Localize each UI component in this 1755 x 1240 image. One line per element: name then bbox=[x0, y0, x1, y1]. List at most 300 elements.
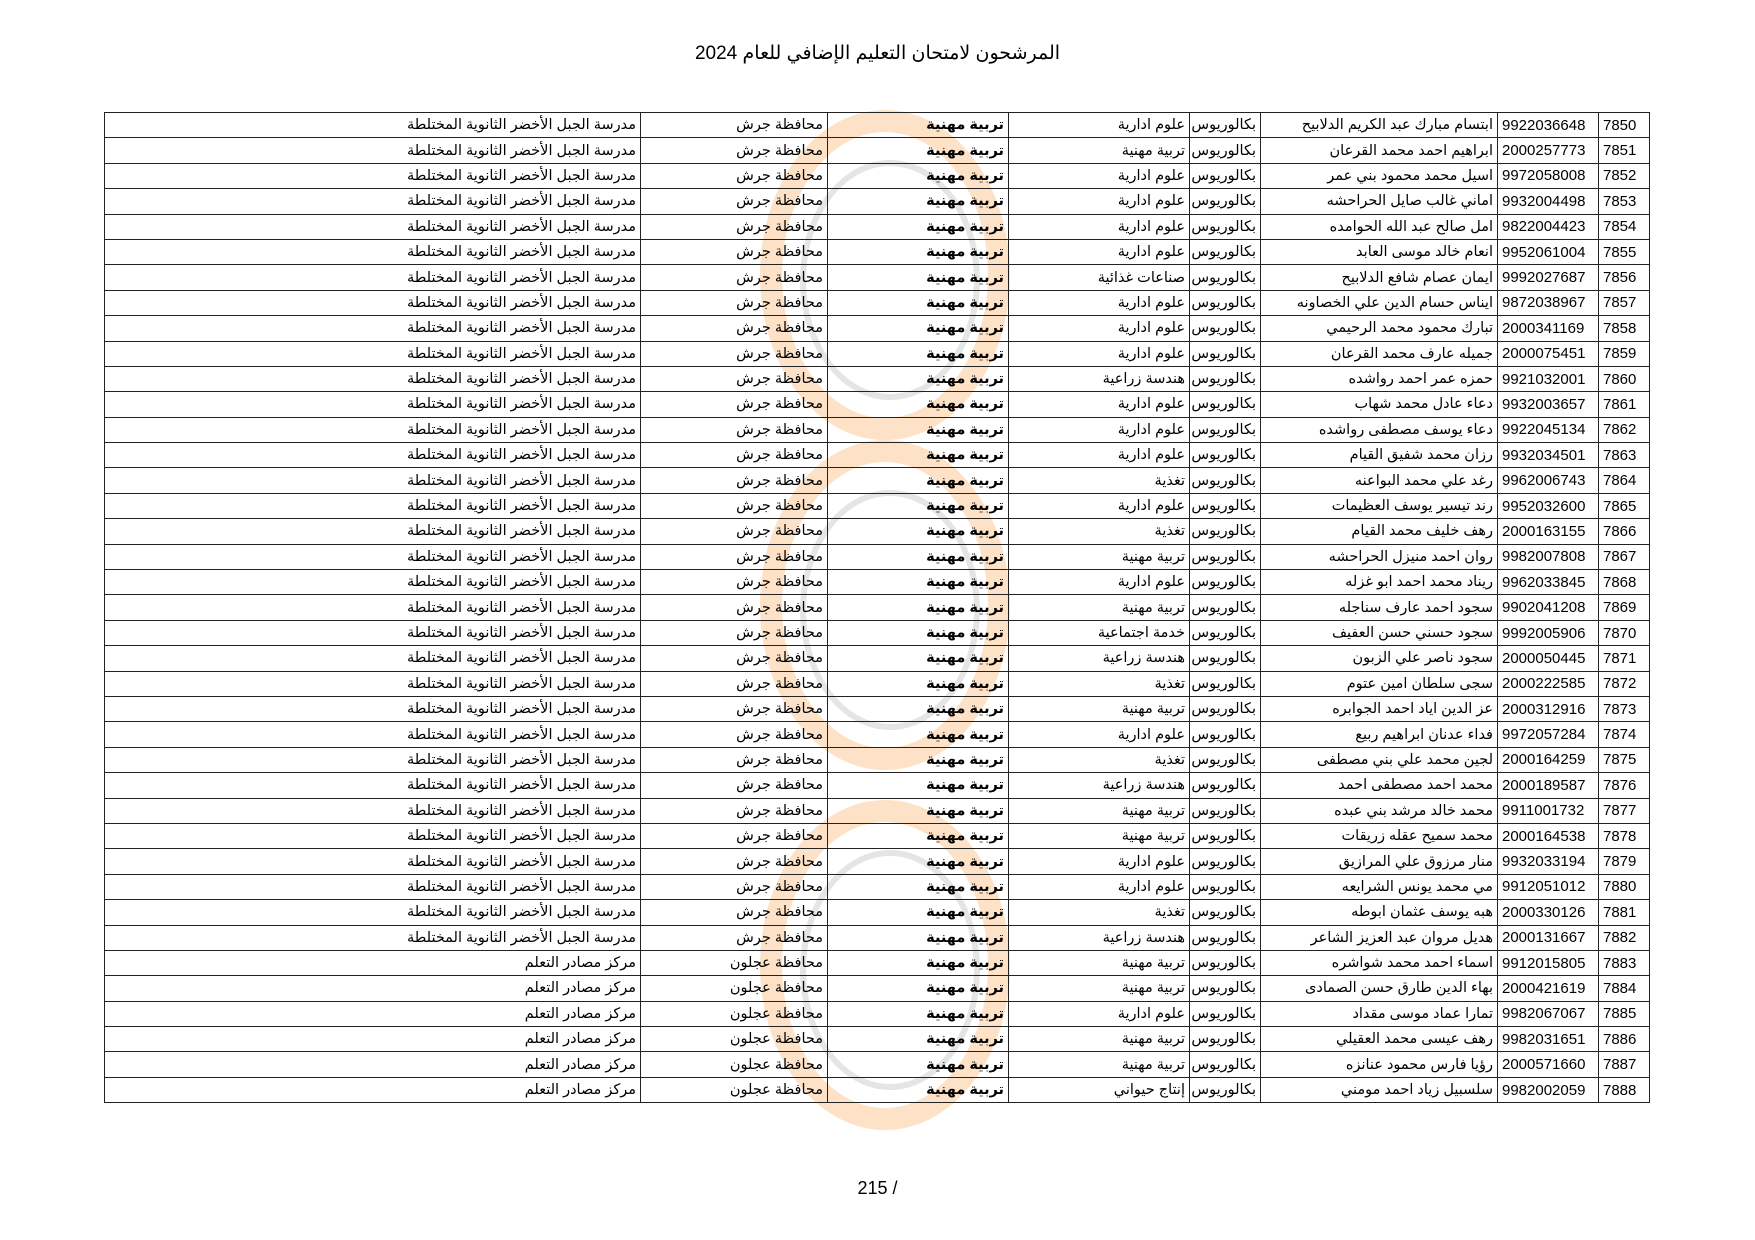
candidate-name-cell: امل صالح عبد الله الحوامده bbox=[1261, 214, 1498, 239]
governorate-cell: محافظة جرش bbox=[641, 316, 828, 341]
table-row bbox=[105, 1027, 1650, 1052]
exam-center-cell: مدرسة الجبل الأخضر الثانوية المختلطة bbox=[105, 138, 641, 163]
candidate-name-cell: بهاء الدين طارق حسن الصمادى bbox=[1261, 976, 1498, 1001]
specialization-cell: تربية مهنية bbox=[1009, 798, 1190, 823]
governorate-cell: محافظة جرش bbox=[641, 113, 828, 138]
degree-cell: بكالوريوس bbox=[1190, 570, 1261, 595]
degree-cell: بكالوريوس bbox=[1190, 366, 1261, 391]
governorate-cell: محافظة عجلون bbox=[641, 976, 828, 1001]
degree-cell: بكالوريوس bbox=[1190, 900, 1261, 925]
sequence-number-cell: 7857 bbox=[1599, 290, 1650, 315]
degree-cell: بكالوريوس bbox=[1190, 239, 1261, 264]
governorate-cell: محافظة جرش bbox=[641, 570, 828, 595]
exam-track-cell: تربية مهنية bbox=[828, 722, 1009, 747]
table-row bbox=[105, 620, 1650, 645]
sequence-number-cell: 7850 bbox=[1599, 113, 1650, 138]
sequence-number-cell: 7873 bbox=[1599, 696, 1650, 721]
candidate-name-cell: رهف خليف محمد القيام bbox=[1261, 519, 1498, 544]
national-id-cell: 2000341169 bbox=[1498, 316, 1599, 341]
exam-track-cell: تربية مهنية bbox=[828, 570, 1009, 595]
exam-track-cell: تربية مهنية bbox=[828, 925, 1009, 950]
exam-track-cell: تربية مهنية bbox=[828, 1001, 1009, 1026]
candidate-name-cell: رغد علي محمد البواعنه bbox=[1261, 468, 1498, 493]
governorate-cell: محافظة جرش bbox=[641, 620, 828, 645]
exam-center-cell: مركز مصادر التعلم bbox=[105, 1001, 641, 1026]
degree-cell: بكالوريوس bbox=[1190, 265, 1261, 290]
national-id-cell: 9962033845 bbox=[1498, 570, 1599, 595]
exam-track-cell: تربية مهنية bbox=[828, 773, 1009, 798]
table-row bbox=[105, 646, 1650, 671]
exam-center-cell: مدرسة الجبل الأخضر الثانوية المختلطة bbox=[105, 341, 641, 366]
exam-track-cell: تربية مهنية bbox=[828, 493, 1009, 518]
degree-cell: بكالوريوس bbox=[1190, 849, 1261, 874]
sequence-number-cell: 7871 bbox=[1599, 646, 1650, 671]
national-id-cell: 2000189587 bbox=[1498, 773, 1599, 798]
national-id-cell: 9872038967 bbox=[1498, 290, 1599, 315]
sequence-number-cell: 7860 bbox=[1599, 366, 1650, 391]
governorate-cell: محافظة جرش bbox=[641, 265, 828, 290]
exam-track-cell: تربية مهنية bbox=[828, 265, 1009, 290]
sequence-number-cell: 7886 bbox=[1599, 1027, 1650, 1052]
degree-cell: بكالوريوس bbox=[1190, 620, 1261, 645]
sequence-number-cell: 7854 bbox=[1599, 214, 1650, 239]
specialization-cell: علوم ادارية bbox=[1009, 316, 1190, 341]
specialization-cell: علوم ادارية bbox=[1009, 722, 1190, 747]
exam-track-cell: تربية مهنية bbox=[828, 290, 1009, 315]
national-id-cell: 2000164538 bbox=[1498, 823, 1599, 848]
candidate-name-cell: دعاء يوسف مصطفى رواشده bbox=[1261, 417, 1498, 442]
national-id-cell: 2000164259 bbox=[1498, 747, 1599, 772]
specialization-cell: علوم ادارية bbox=[1009, 239, 1190, 264]
exam-track-cell: تربية مهنية bbox=[828, 823, 1009, 848]
sequence-number-cell: 7864 bbox=[1599, 468, 1650, 493]
table-row bbox=[105, 519, 1650, 544]
governorate-cell: محافظة جرش bbox=[641, 798, 828, 823]
sequence-number-cell: 7862 bbox=[1599, 417, 1650, 442]
exam-center-cell: مدرسة الجبل الأخضر الثانوية المختلطة bbox=[105, 392, 641, 417]
specialization-cell: تغذية bbox=[1009, 900, 1190, 925]
specialization-cell: تغذية bbox=[1009, 468, 1190, 493]
specialization-cell: صناعات غذائية bbox=[1009, 265, 1190, 290]
table-row bbox=[105, 493, 1650, 518]
exam-track-cell: تربية مهنية bbox=[828, 798, 1009, 823]
exam-track-cell: تربية مهنية bbox=[828, 163, 1009, 188]
national-id-cell: 9962006743 bbox=[1498, 468, 1599, 493]
sequence-number-cell: 7874 bbox=[1599, 722, 1650, 747]
sequence-number-cell: 7875 bbox=[1599, 747, 1650, 772]
national-id-cell: 9992027687 bbox=[1498, 265, 1599, 290]
candidate-name-cell: منار مرزوق علي المرازيق bbox=[1261, 849, 1498, 874]
degree-cell: بكالوريوس bbox=[1190, 671, 1261, 696]
governorate-cell: محافظة عجلون bbox=[641, 950, 828, 975]
national-id-cell: 2000222585 bbox=[1498, 671, 1599, 696]
specialization-cell: تربية مهنية bbox=[1009, 696, 1190, 721]
national-id-cell: 9982002059 bbox=[1498, 1077, 1599, 1102]
national-id-cell: 2000571660 bbox=[1498, 1052, 1599, 1077]
sequence-number-cell: 7880 bbox=[1599, 874, 1650, 899]
sequence-number-cell: 7881 bbox=[1599, 900, 1650, 925]
degree-cell: بكالوريوس bbox=[1190, 823, 1261, 848]
table-row bbox=[105, 443, 1650, 468]
degree-cell: بكالوريوس bbox=[1190, 214, 1261, 239]
table-row bbox=[105, 976, 1650, 1001]
governorate-cell: محافظة جرش bbox=[641, 239, 828, 264]
exam-track-cell: تربية مهنية bbox=[828, 1077, 1009, 1102]
degree-cell: بكالوريوس bbox=[1190, 595, 1261, 620]
national-id-cell: 9902041208 bbox=[1498, 595, 1599, 620]
exam-center-cell: مدرسة الجبل الأخضر الثانوية المختلطة bbox=[105, 900, 641, 925]
governorate-cell: محافظة جرش bbox=[641, 392, 828, 417]
sequence-number-cell: 7865 bbox=[1599, 493, 1650, 518]
table-row bbox=[105, 316, 1650, 341]
exam-center-cell: مدرسة الجبل الأخضر الثانوية المختلطة bbox=[105, 798, 641, 823]
exam-center-cell: مدرسة الجبل الأخضر الثانوية المختلطة bbox=[105, 265, 641, 290]
table-row bbox=[105, 747, 1650, 772]
table-row bbox=[105, 1077, 1650, 1102]
exam-track-cell: تربية مهنية bbox=[828, 189, 1009, 214]
candidate-name-cell: سجود احمد عارف سناجله bbox=[1261, 595, 1498, 620]
degree-cell: بكالوريوس bbox=[1190, 1027, 1261, 1052]
national-id-cell: 9911001732 bbox=[1498, 798, 1599, 823]
candidate-name-cell: حمزه عمر احمد رواشده bbox=[1261, 366, 1498, 391]
specialization-cell: تغذية bbox=[1009, 747, 1190, 772]
degree-cell: بكالوريوس bbox=[1190, 925, 1261, 950]
exam-track-cell: تربية مهنية bbox=[828, 113, 1009, 138]
candidate-name-cell: دعاء عادل محمد شهاب bbox=[1261, 392, 1498, 417]
national-id-cell: 9982007808 bbox=[1498, 544, 1599, 569]
candidate-name-cell: رهف عيسى محمد العقيلي bbox=[1261, 1027, 1498, 1052]
national-id-cell: 2000257773 bbox=[1498, 138, 1599, 163]
sequence-number-cell: 7868 bbox=[1599, 570, 1650, 595]
specialization-cell: تربية مهنية bbox=[1009, 1052, 1190, 1077]
sequence-number-cell: 7876 bbox=[1599, 773, 1650, 798]
table-row bbox=[105, 290, 1650, 315]
degree-cell: بكالوريوس bbox=[1190, 392, 1261, 417]
candidate-name-cell: سلسبيل زياد احمد مومني bbox=[1261, 1077, 1498, 1102]
specialization-cell: تربية مهنية bbox=[1009, 595, 1190, 620]
exam-center-cell: مدرسة الجبل الأخضر الثانوية المختلطة bbox=[105, 747, 641, 772]
specialization-cell: علوم ادارية bbox=[1009, 570, 1190, 595]
table-row bbox=[105, 1052, 1650, 1077]
sequence-number-cell: 7882 bbox=[1599, 925, 1650, 950]
exam-center-cell: مدرسة الجبل الأخضر الثانوية المختلطة bbox=[105, 595, 641, 620]
governorate-cell: محافظة جرش bbox=[641, 874, 828, 899]
governorate-cell: محافظة جرش bbox=[641, 443, 828, 468]
governorate-cell: محافظة جرش bbox=[641, 696, 828, 721]
exam-center-cell: مدرسة الجبل الأخضر الثانوية المختلطة bbox=[105, 417, 641, 442]
table-row bbox=[105, 696, 1650, 721]
governorate-cell: محافظة جرش bbox=[641, 290, 828, 315]
exam-center-cell: مدرسة الجبل الأخضر الثانوية المختلطة bbox=[105, 214, 641, 239]
sequence-number-cell: 7867 bbox=[1599, 544, 1650, 569]
specialization-cell: علوم ادارية bbox=[1009, 163, 1190, 188]
candidate-name-cell: جميله عارف محمد القرعان bbox=[1261, 341, 1498, 366]
governorate-cell: محافظة جرش bbox=[641, 595, 828, 620]
national-id-cell: 2000163155 bbox=[1498, 519, 1599, 544]
sequence-number-cell: 7858 bbox=[1599, 316, 1650, 341]
national-id-cell: 9922036648 bbox=[1498, 113, 1599, 138]
candidate-name-cell: تمارا عماد موسى مقداد bbox=[1261, 1001, 1498, 1026]
degree-cell: بكالوريوس bbox=[1190, 163, 1261, 188]
governorate-cell: محافظة جرش bbox=[641, 493, 828, 518]
exam-track-cell: تربية مهنية bbox=[828, 316, 1009, 341]
national-id-cell: 9822004423 bbox=[1498, 214, 1599, 239]
national-id-cell: 9972057284 bbox=[1498, 722, 1599, 747]
governorate-cell: محافظة جرش bbox=[641, 747, 828, 772]
specialization-cell: علوم ادارية bbox=[1009, 443, 1190, 468]
governorate-cell: محافظة جرش bbox=[641, 900, 828, 925]
exam-track-cell: تربية مهنية bbox=[828, 443, 1009, 468]
degree-cell: بكالوريوس bbox=[1190, 1077, 1261, 1102]
degree-cell: بكالوريوس bbox=[1190, 290, 1261, 315]
national-id-cell: 9932004498 bbox=[1498, 189, 1599, 214]
sequence-number-cell: 7870 bbox=[1599, 620, 1650, 645]
specialization-cell: علوم ادارية bbox=[1009, 341, 1190, 366]
degree-cell: بكالوريوس bbox=[1190, 722, 1261, 747]
specialization-cell: علوم ادارية bbox=[1009, 417, 1190, 442]
page-number: 215 / bbox=[857, 1178, 898, 1198]
sequence-number-cell: 7851 bbox=[1599, 138, 1650, 163]
table-row bbox=[105, 798, 1650, 823]
exam-center-cell: مدرسة الجبل الأخضر الثانوية المختلطة bbox=[105, 316, 641, 341]
governorate-cell: محافظة جرش bbox=[641, 468, 828, 493]
table-row bbox=[105, 544, 1650, 569]
exam-center-cell: مدرسة الجبل الأخضر الثانوية المختلطة bbox=[105, 671, 641, 696]
degree-cell: بكالوريوس bbox=[1190, 1052, 1261, 1077]
exam-center-cell: مدرسة الجبل الأخضر الثانوية المختلطة bbox=[105, 773, 641, 798]
sequence-number-cell: 7852 bbox=[1599, 163, 1650, 188]
exam-track-cell: تربية مهنية bbox=[828, 417, 1009, 442]
degree-cell: بكالوريوس bbox=[1190, 696, 1261, 721]
sequence-number-cell: 7872 bbox=[1599, 671, 1650, 696]
exam-center-cell: مدرسة الجبل الأخضر الثانوية المختلطة bbox=[105, 646, 641, 671]
table-row bbox=[105, 950, 1650, 975]
specialization-cell: علوم ادارية bbox=[1009, 113, 1190, 138]
candidate-name-cell: سجود ناصر علي الزبون bbox=[1261, 646, 1498, 671]
exam-track-cell: تربية مهنية bbox=[828, 1052, 1009, 1077]
exam-track-cell: تربية مهنية bbox=[828, 239, 1009, 264]
table-row bbox=[105, 671, 1650, 696]
exam-center-cell: مدرسة الجبل الأخضر الثانوية المختلطة bbox=[105, 570, 641, 595]
exam-center-cell: مدرسة الجبل الأخضر الثانوية المختلطة bbox=[105, 519, 641, 544]
national-id-cell: 9912051012 bbox=[1498, 874, 1599, 899]
candidate-name-cell: رؤيا فارس محمود عنانزه bbox=[1261, 1052, 1498, 1077]
table-row bbox=[105, 138, 1650, 163]
exam-center-cell: مدرسة الجبل الأخضر الثانوية المختلطة bbox=[105, 290, 641, 315]
exam-center-cell: مدرسة الجبل الأخضر الثانوية المختلطة bbox=[105, 113, 641, 138]
governorate-cell: محافظة جرش bbox=[641, 341, 828, 366]
table-row bbox=[105, 773, 1650, 798]
specialization-cell: علوم ادارية bbox=[1009, 849, 1190, 874]
exam-center-cell: مدرسة الجبل الأخضر الثانوية المختلطة bbox=[105, 849, 641, 874]
table-row bbox=[105, 468, 1650, 493]
candidate-name-cell: ابتسام مبارك عبد الكريم الدلابيح bbox=[1261, 113, 1498, 138]
candidate-name-cell: روان احمد منيزل الحراحشه bbox=[1261, 544, 1498, 569]
sequence-number-cell: 7888 bbox=[1599, 1077, 1650, 1102]
table-row bbox=[105, 595, 1650, 620]
exam-track-cell: تربية مهنية bbox=[828, 214, 1009, 239]
national-id-cell: 9972058008 bbox=[1498, 163, 1599, 188]
degree-cell: بكالوريوس bbox=[1190, 443, 1261, 468]
national-id-cell: 2000131667 bbox=[1498, 925, 1599, 950]
exam-center-cell: مدرسة الجبل الأخضر الثانوية المختلطة bbox=[105, 468, 641, 493]
table-row bbox=[105, 239, 1650, 264]
exam-track-cell: تربية مهنية bbox=[828, 671, 1009, 696]
sequence-number-cell: 7887 bbox=[1599, 1052, 1650, 1077]
exam-track-cell: تربية مهنية bbox=[828, 849, 1009, 874]
exam-track-cell: تربية مهنية bbox=[828, 595, 1009, 620]
degree-cell: بكالوريوس bbox=[1190, 747, 1261, 772]
governorate-cell: محافظة جرش bbox=[641, 366, 828, 391]
table-row bbox=[105, 925, 1650, 950]
table-row bbox=[105, 823, 1650, 848]
table-row bbox=[105, 214, 1650, 239]
exam-track-cell: تربية مهنية bbox=[828, 392, 1009, 417]
degree-cell: بكالوريوس bbox=[1190, 1001, 1261, 1026]
table-row bbox=[105, 900, 1650, 925]
national-id-cell: 2000330126 bbox=[1498, 900, 1599, 925]
national-id-cell: 2000312916 bbox=[1498, 696, 1599, 721]
specialization-cell: تربية مهنية bbox=[1009, 1027, 1190, 1052]
governorate-cell: محافظة جرش bbox=[641, 671, 828, 696]
table-row bbox=[105, 874, 1650, 899]
exam-track-cell: تربية مهنية bbox=[828, 1027, 1009, 1052]
exam-center-cell: مدرسة الجبل الأخضر الثانوية المختلطة bbox=[105, 493, 641, 518]
exam-center-cell: مدرسة الجبل الأخضر الثانوية المختلطة bbox=[105, 874, 641, 899]
candidate-name-cell: ايمان عصام شافع الدلابيح bbox=[1261, 265, 1498, 290]
candidate-name-cell: محمد خالد مرشد بني عبده bbox=[1261, 798, 1498, 823]
degree-cell: بكالوريوس bbox=[1190, 976, 1261, 1001]
exam-center-cell: مدرسة الجبل الأخضر الثانوية المختلطة bbox=[105, 620, 641, 645]
exam-track-cell: تربية مهنية bbox=[828, 519, 1009, 544]
candidate-name-cell: ابراهيم احمد محمد القرعان bbox=[1261, 138, 1498, 163]
candidate-name-cell: محمد احمد مصطفى احمد bbox=[1261, 773, 1498, 798]
specialization-cell: علوم ادارية bbox=[1009, 392, 1190, 417]
sequence-number-cell: 7855 bbox=[1599, 239, 1650, 264]
table-row bbox=[105, 113, 1650, 138]
exam-track-cell: تربية مهنية bbox=[828, 900, 1009, 925]
candidate-name-cell: هبه يوسف عثمان ابوطه bbox=[1261, 900, 1498, 925]
specialization-cell: هندسة زراعية bbox=[1009, 366, 1190, 391]
exam-center-cell: مدرسة الجبل الأخضر الثانوية المختلطة bbox=[105, 443, 641, 468]
national-id-cell: 9982067067 bbox=[1498, 1001, 1599, 1026]
specialization-cell: علوم ادارية bbox=[1009, 1001, 1190, 1026]
governorate-cell: محافظة عجلون bbox=[641, 1001, 828, 1026]
specialization-cell: علوم ادارية bbox=[1009, 214, 1190, 239]
degree-cell: بكالوريوس bbox=[1190, 874, 1261, 899]
national-id-cell: 2000050445 bbox=[1498, 646, 1599, 671]
table-row bbox=[105, 189, 1650, 214]
degree-cell: بكالوريوس bbox=[1190, 493, 1261, 518]
specialization-cell: تغذية bbox=[1009, 671, 1190, 696]
specialization-cell: علوم ادارية bbox=[1009, 290, 1190, 315]
degree-cell: بكالوريوس bbox=[1190, 950, 1261, 975]
national-id-cell: 9982031651 bbox=[1498, 1027, 1599, 1052]
candidate-name-cell: اماني غالب صايل الحراحشه bbox=[1261, 189, 1498, 214]
governorate-cell: محافظة جرش bbox=[641, 823, 828, 848]
governorate-cell: محافظة جرش bbox=[641, 214, 828, 239]
sequence-number-cell: 7885 bbox=[1599, 1001, 1650, 1026]
exam-track-cell: تربية مهنية bbox=[828, 468, 1009, 493]
exam-center-cell: مدرسة الجبل الأخضر الثانوية المختلطة bbox=[105, 366, 641, 391]
candidate-name-cell: ايناس حسام الدين علي الخصاونه bbox=[1261, 290, 1498, 315]
candidate-name-cell: رند تيسير يوسف العظيمات bbox=[1261, 493, 1498, 518]
governorate-cell: محافظة جرش bbox=[641, 519, 828, 544]
exam-track-cell: تربية مهنية bbox=[828, 874, 1009, 899]
specialization-cell: تربية مهنية bbox=[1009, 950, 1190, 975]
table-row bbox=[105, 265, 1650, 290]
exam-track-cell: تربية مهنية bbox=[828, 646, 1009, 671]
degree-cell: بكالوريوس bbox=[1190, 316, 1261, 341]
exam-track-cell: تربية مهنية bbox=[828, 138, 1009, 163]
sequence-number-cell: 7878 bbox=[1599, 823, 1650, 848]
national-id-cell: 9992005906 bbox=[1498, 620, 1599, 645]
sequence-number-cell: 7853 bbox=[1599, 189, 1650, 214]
governorate-cell: محافظة جرش bbox=[641, 544, 828, 569]
exam-center-cell: مدرسة الجبل الأخضر الثانوية المختلطة bbox=[105, 696, 641, 721]
governorate-cell: محافظة جرش bbox=[641, 163, 828, 188]
national-id-cell: 9952061004 bbox=[1498, 239, 1599, 264]
degree-cell: بكالوريوس bbox=[1190, 341, 1261, 366]
candidate-name-cell: انعام خالد موسى العابد bbox=[1261, 239, 1498, 264]
governorate-cell: محافظة جرش bbox=[641, 773, 828, 798]
governorate-cell: محافظة جرش bbox=[641, 189, 828, 214]
exam-track-cell: تربية مهنية bbox=[828, 544, 1009, 569]
specialization-cell: هندسة زراعية bbox=[1009, 773, 1190, 798]
specialization-cell: علوم ادارية bbox=[1009, 493, 1190, 518]
sequence-number-cell: 7879 bbox=[1599, 849, 1650, 874]
sequence-number-cell: 7869 bbox=[1599, 595, 1650, 620]
candidates-table-body bbox=[105, 113, 1650, 1103]
exam-center-cell: مركز مصادر التعلم bbox=[105, 976, 641, 1001]
specialization-cell: علوم ادارية bbox=[1009, 874, 1190, 899]
table-row bbox=[105, 163, 1650, 188]
exam-center-cell: مدرسة الجبل الأخضر الثانوية المختلطة bbox=[105, 163, 641, 188]
candidate-name-cell: مي محمد يونس الشرايعه bbox=[1261, 874, 1498, 899]
national-id-cell: 9932003657 bbox=[1498, 392, 1599, 417]
sequence-number-cell: 7877 bbox=[1599, 798, 1650, 823]
national-id-cell: 9912015805 bbox=[1498, 950, 1599, 975]
exam-track-cell: تربية مهنية bbox=[828, 950, 1009, 975]
national-id-cell: 9932033194 bbox=[1498, 849, 1599, 874]
sequence-number-cell: 7866 bbox=[1599, 519, 1650, 544]
governorate-cell: محافظة عجلون bbox=[641, 1052, 828, 1077]
degree-cell: بكالوريوس bbox=[1190, 189, 1261, 214]
governorate-cell: محافظة جرش bbox=[641, 417, 828, 442]
specialization-cell: هندسة زراعية bbox=[1009, 925, 1190, 950]
candidate-name-cell: هديل مروان عبد العزيز الشاعر bbox=[1261, 925, 1498, 950]
national-id-cell: 9932034501 bbox=[1498, 443, 1599, 468]
table-row bbox=[105, 366, 1650, 391]
table-row bbox=[105, 570, 1650, 595]
specialization-cell: إنتاج حيواني bbox=[1009, 1077, 1190, 1102]
degree-cell: بكالوريوس bbox=[1190, 468, 1261, 493]
candidate-name-cell: اسماء احمد محمد شواشره bbox=[1261, 950, 1498, 975]
sequence-number-cell: 7884 bbox=[1599, 976, 1650, 1001]
table-row bbox=[105, 1001, 1650, 1026]
page-title: المرشحون لامتحان التعليم الإضافي للعام 2024 bbox=[694, 43, 1061, 64]
specialization-cell: علوم ادارية bbox=[1009, 189, 1190, 214]
exam-center-cell: مدرسة الجبل الأخضر الثانوية المختلطة bbox=[105, 544, 641, 569]
specialization-cell: خدمة اجتماعية bbox=[1009, 620, 1190, 645]
exam-track-cell: تربية مهنية bbox=[828, 366, 1009, 391]
degree-cell: بكالوريوس bbox=[1190, 646, 1261, 671]
exam-track-cell: تربية مهنية bbox=[828, 696, 1009, 721]
exam-track-cell: تربية مهنية bbox=[828, 620, 1009, 645]
sequence-number-cell: 7859 bbox=[1599, 341, 1650, 366]
exam-center-cell: مدرسة الجبل الأخضر الثانوية المختلطة bbox=[105, 189, 641, 214]
sequence-number-cell: 7856 bbox=[1599, 265, 1650, 290]
